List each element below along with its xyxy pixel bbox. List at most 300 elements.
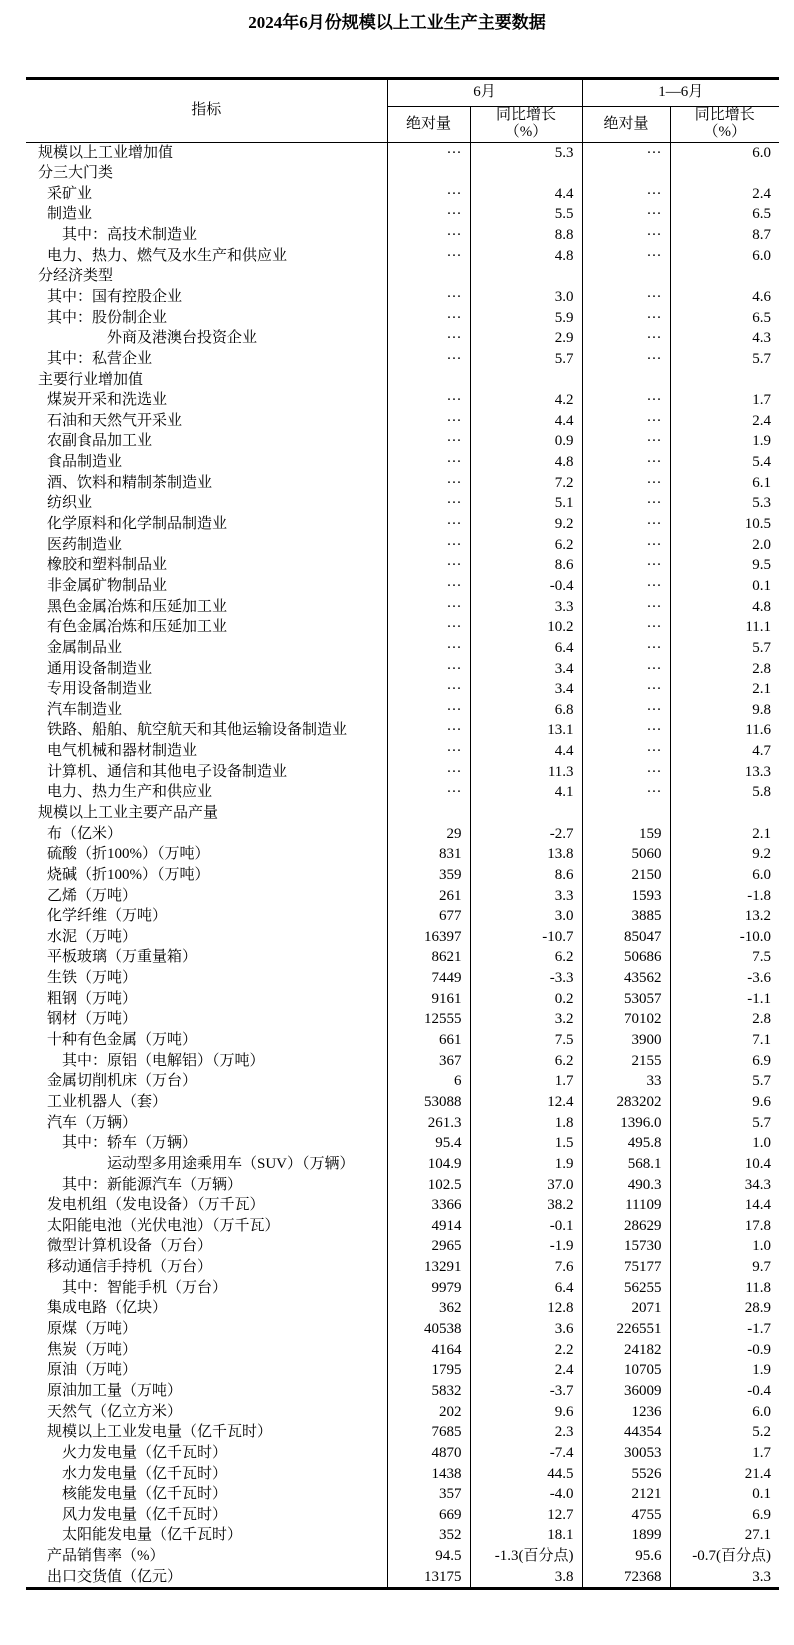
value-cell: 2.1 bbox=[670, 824, 779, 845]
value-cell: 12555 bbox=[387, 1009, 470, 1030]
value-cell: 3885 bbox=[582, 906, 670, 927]
value-cell bbox=[670, 803, 779, 824]
value-cell: 50686 bbox=[582, 947, 670, 968]
value-cell: 4164 bbox=[387, 1340, 470, 1361]
value-cell: 6.4 bbox=[470, 1278, 582, 1299]
value-cell: 2071 bbox=[582, 1298, 670, 1319]
value-cell: 43562 bbox=[582, 968, 670, 989]
value-cell: 831 bbox=[387, 844, 470, 865]
indicator-label: 铁路、船舶、航空航天和其他运输设备制造业 bbox=[47, 722, 348, 739]
indicator-label: 硫酸（折100%）（万吨） bbox=[47, 846, 210, 863]
table-row bbox=[26, 1546, 779, 1567]
table-row bbox=[26, 163, 779, 184]
indicator-label: 焦炭（万吨） bbox=[47, 1341, 138, 1358]
value-cell: 12.7 bbox=[470, 1505, 582, 1526]
value-cell: 104.9 bbox=[387, 1154, 470, 1175]
table-row bbox=[26, 390, 779, 411]
table-row bbox=[26, 1009, 779, 1030]
value-cell: 30053 bbox=[582, 1443, 670, 1464]
value-cell: 13.8 bbox=[470, 844, 582, 865]
value-cell: 0.1 bbox=[670, 1484, 779, 1505]
value-cell: ··· bbox=[582, 308, 670, 329]
value-cell: -3.3 bbox=[470, 968, 582, 989]
value-cell bbox=[387, 163, 470, 184]
value-cell: ··· bbox=[582, 473, 670, 494]
value-cell: 2.4 bbox=[470, 1360, 582, 1381]
table-row bbox=[26, 184, 779, 205]
indicator-label: 其中：原铝（电解铝）（万吨） bbox=[62, 1052, 265, 1069]
value-cell: 13291 bbox=[387, 1257, 470, 1278]
value-cell: 5.7 bbox=[670, 1113, 779, 1134]
value-cell: ··· bbox=[582, 555, 670, 576]
value-cell: 4.3 bbox=[670, 328, 779, 349]
value-cell: 44.5 bbox=[470, 1464, 582, 1485]
indicator-label: 天然气（亿立方米） bbox=[47, 1403, 183, 1420]
indicator-label: 其中：智能手机（万台） bbox=[62, 1279, 228, 1296]
value-cell: -0.9 bbox=[670, 1340, 779, 1361]
value-cell bbox=[582, 266, 670, 287]
value-cell: 490.3 bbox=[582, 1175, 670, 1196]
value-cell: 75177 bbox=[582, 1257, 670, 1278]
value-cell: 6.5 bbox=[670, 308, 779, 329]
table-row bbox=[26, 431, 779, 452]
value-cell: 53057 bbox=[582, 989, 670, 1010]
header-yoy-line1: 同比增长 bbox=[496, 107, 557, 123]
value-cell: ··· bbox=[582, 597, 670, 618]
value-cell: 6.9 bbox=[670, 1505, 779, 1526]
value-cell: 13.2 bbox=[670, 906, 779, 927]
header-june: 6月 bbox=[387, 79, 582, 107]
value-cell: -4.0 bbox=[470, 1484, 582, 1505]
value-cell: 226551 bbox=[582, 1319, 670, 1340]
value-cell: 4.4 bbox=[470, 411, 582, 432]
indicator-label: 十种有色金属（万吨） bbox=[47, 1032, 198, 1049]
header-yoy-line2: （%） bbox=[504, 124, 548, 141]
value-cell: 677 bbox=[387, 906, 470, 927]
value-cell: 8.6 bbox=[470, 555, 582, 576]
value-cell: 3.8 bbox=[470, 1567, 582, 1589]
value-cell: 13.1 bbox=[470, 720, 582, 741]
value-cell bbox=[670, 266, 779, 287]
indicator-label: 运动型多用途乘用车（SUV）（万辆） bbox=[107, 1155, 355, 1172]
value-cell: 3.0 bbox=[470, 287, 582, 308]
value-cell: 2150 bbox=[582, 865, 670, 886]
value-cell: 40538 bbox=[387, 1319, 470, 1340]
value-cell: 3.4 bbox=[470, 679, 582, 700]
indicator-label: 风力发电量（亿千瓦时） bbox=[62, 1506, 228, 1523]
value-cell: 5.7 bbox=[670, 1071, 779, 1092]
value-cell: 6.2 bbox=[470, 535, 582, 556]
table-row bbox=[26, 514, 779, 535]
table-row bbox=[26, 287, 779, 308]
value-cell: 8.7 bbox=[670, 225, 779, 246]
value-cell: 2.0 bbox=[670, 535, 779, 556]
value-cell: ··· bbox=[582, 204, 670, 225]
indicator-label: 其中：股份制企业 bbox=[47, 309, 168, 326]
indicator-label: 汽车制造业 bbox=[47, 701, 123, 718]
value-cell: 33 bbox=[582, 1071, 670, 1092]
value-cell: 36009 bbox=[582, 1381, 670, 1402]
value-cell: 2.9 bbox=[470, 328, 582, 349]
table-row bbox=[26, 1133, 779, 1154]
indicator-label: 规模以上工业主要产品产量 bbox=[38, 805, 219, 821]
value-cell: 15730 bbox=[582, 1236, 670, 1257]
header-jan-june: 1—6月 bbox=[582, 79, 779, 107]
value-cell: 6.2 bbox=[470, 947, 582, 968]
header-yoy-line1: 同比增长 bbox=[694, 107, 755, 123]
value-cell: 2.1 bbox=[670, 679, 779, 700]
value-cell: -2.7 bbox=[470, 824, 582, 845]
indicator-label: 产品销售率（%） bbox=[47, 1548, 165, 1565]
value-cell: 11109 bbox=[582, 1195, 670, 1216]
value-cell: 8621 bbox=[387, 947, 470, 968]
indicator-label: 太阳能电池（光伏电池）（万千瓦） bbox=[47, 1217, 280, 1234]
indicator-label: 烧碱（折100%）（万吨） bbox=[47, 866, 210, 883]
table-row bbox=[26, 473, 779, 494]
value-cell bbox=[582, 803, 670, 824]
value-cell: 12.8 bbox=[470, 1298, 582, 1319]
indicator-label: 通用设备制造业 bbox=[47, 660, 153, 677]
value-cell: ··· bbox=[387, 184, 470, 205]
value-cell: 2.2 bbox=[470, 1340, 582, 1361]
value-cell bbox=[387, 370, 470, 391]
value-cell: 6.9 bbox=[670, 1051, 779, 1072]
value-cell bbox=[582, 163, 670, 184]
value-cell: 2.4 bbox=[670, 184, 779, 205]
table-row bbox=[26, 659, 779, 680]
value-cell: 5.3 bbox=[670, 493, 779, 514]
indicator-label: 专用设备制造业 bbox=[47, 681, 153, 698]
header-janjune-absolute: 绝对量 bbox=[582, 107, 670, 143]
table-row bbox=[26, 1319, 779, 1340]
table-row bbox=[26, 266, 779, 287]
value-cell: ··· bbox=[582, 741, 670, 762]
value-cell: ··· bbox=[387, 782, 470, 803]
value-cell: 4.2 bbox=[470, 390, 582, 411]
value-cell: 4.4 bbox=[470, 741, 582, 762]
value-cell: 6.0 bbox=[670, 865, 779, 886]
value-cell: -3.6 bbox=[670, 968, 779, 989]
value-cell: 359 bbox=[387, 865, 470, 886]
indicator-label: 布（亿米） bbox=[47, 825, 123, 842]
value-cell: 1.9 bbox=[670, 431, 779, 452]
value-cell: 1.8 bbox=[470, 1113, 582, 1134]
value-cell: 4.7 bbox=[670, 741, 779, 762]
indicator-label: 平板玻璃（万重量箱） bbox=[47, 949, 198, 966]
indicator-label: 分经济类型 bbox=[38, 268, 114, 285]
indicator-label: 原煤（万吨） bbox=[47, 1321, 138, 1338]
value-cell: 6.0 bbox=[670, 1402, 779, 1423]
table-row bbox=[26, 1567, 779, 1589]
value-cell: -10.0 bbox=[670, 927, 779, 948]
value-cell: 28.9 bbox=[670, 1298, 779, 1319]
table-row bbox=[26, 762, 779, 783]
value-cell: 5.7 bbox=[470, 349, 582, 370]
table-row bbox=[26, 1278, 779, 1299]
value-cell: ··· bbox=[582, 514, 670, 535]
table-row bbox=[26, 865, 779, 886]
value-cell: ··· bbox=[582, 452, 670, 473]
value-cell: 11.8 bbox=[670, 1278, 779, 1299]
value-cell: 72368 bbox=[582, 1567, 670, 1589]
value-cell: 1795 bbox=[387, 1360, 470, 1381]
value-cell bbox=[470, 370, 582, 391]
table-row bbox=[26, 555, 779, 576]
indicator-label: 汽车（万辆） bbox=[47, 1114, 138, 1131]
value-cell: 357 bbox=[387, 1484, 470, 1505]
value-cell: 11.6 bbox=[670, 720, 779, 741]
value-cell: ··· bbox=[387, 597, 470, 618]
indicator-label: 核能发电量（亿千瓦时） bbox=[62, 1486, 228, 1503]
value-cell: 4914 bbox=[387, 1216, 470, 1237]
value-cell: 3.6 bbox=[470, 1319, 582, 1340]
table-row bbox=[26, 452, 779, 473]
value-cell: 6.0 bbox=[670, 142, 779, 163]
indicator-label: 移动通信手持机（万台） bbox=[47, 1259, 213, 1276]
indicator-label: 原油（万吨） bbox=[47, 1362, 138, 1379]
header-janjune-yoy bbox=[670, 107, 779, 143]
table-row bbox=[26, 968, 779, 989]
table-row bbox=[26, 142, 779, 163]
indicator-label: 计算机、通信和其他电子设备制造业 bbox=[47, 763, 288, 780]
table-row bbox=[26, 1360, 779, 1381]
value-cell: -1.1 bbox=[670, 989, 779, 1010]
indicator-label: 出口交货值（亿元） bbox=[47, 1568, 183, 1585]
value-cell: 56255 bbox=[582, 1278, 670, 1299]
table-row bbox=[26, 803, 779, 824]
value-cell: 9979 bbox=[387, 1278, 470, 1299]
value-cell: ··· bbox=[582, 411, 670, 432]
indicator-label: 微型计算机设备（万台） bbox=[47, 1238, 213, 1255]
value-cell: 27.1 bbox=[670, 1525, 779, 1546]
industrial-production-table bbox=[26, 77, 779, 1590]
table-row bbox=[26, 493, 779, 514]
value-cell: 6 bbox=[387, 1071, 470, 1092]
value-cell: ··· bbox=[582, 431, 670, 452]
table-row bbox=[26, 204, 779, 225]
indicator-label: 医药制造业 bbox=[47, 536, 123, 553]
value-cell: -1.3(百分点) bbox=[470, 1546, 582, 1567]
table-row bbox=[26, 1195, 779, 1216]
table-row bbox=[26, 989, 779, 1010]
value-cell: ··· bbox=[387, 287, 470, 308]
value-cell: 9.6 bbox=[470, 1402, 582, 1423]
table-row bbox=[26, 1525, 779, 1546]
indicator-label: 化学纤维（万吨） bbox=[47, 908, 168, 925]
indicator-label: 水泥（万吨） bbox=[47, 928, 138, 945]
value-cell: 7.5 bbox=[470, 1030, 582, 1051]
value-cell: 6.4 bbox=[470, 638, 582, 659]
indicator-label: 发电机组（发电设备）（万千瓦） bbox=[47, 1197, 265, 1214]
indicator-label: 橡胶和塑料制品业 bbox=[47, 557, 168, 574]
value-cell: ··· bbox=[582, 720, 670, 741]
indicator-label: 太阳能发电量（亿千瓦时） bbox=[62, 1527, 243, 1544]
value-cell bbox=[387, 266, 470, 287]
page-title: 2024年6月份规模以上工业生产主要数据 bbox=[248, 13, 546, 32]
table-row bbox=[26, 617, 779, 638]
table-row bbox=[26, 1113, 779, 1134]
value-cell bbox=[387, 803, 470, 824]
indicator-label: 食品制造业 bbox=[47, 454, 123, 471]
value-cell: 1.9 bbox=[470, 1154, 582, 1175]
value-cell: -0.1 bbox=[470, 1216, 582, 1237]
value-cell: 9.6 bbox=[670, 1092, 779, 1113]
value-cell bbox=[670, 370, 779, 391]
value-cell: 2121 bbox=[582, 1484, 670, 1505]
value-cell: 3.3 bbox=[470, 886, 582, 907]
indicator-label: 酒、饮料和精制茶制造业 bbox=[47, 474, 213, 491]
value-cell: ··· bbox=[582, 700, 670, 721]
value-cell bbox=[470, 266, 582, 287]
table-row bbox=[26, 597, 779, 618]
table-row bbox=[26, 349, 779, 370]
header-yoy-line2: （%） bbox=[703, 124, 747, 141]
value-cell: ··· bbox=[582, 493, 670, 514]
table-body bbox=[26, 142, 779, 1589]
value-cell: 6.8 bbox=[470, 700, 582, 721]
value-cell: 102.5 bbox=[387, 1175, 470, 1196]
value-cell: 4.4 bbox=[470, 184, 582, 205]
value-cell: 16397 bbox=[387, 927, 470, 948]
value-cell: 10.5 bbox=[670, 514, 779, 535]
value-cell: 5.3 bbox=[470, 142, 582, 163]
value-cell: 1593 bbox=[582, 886, 670, 907]
indicator-label: 电力、热力、燃气及水生产和供应业 bbox=[47, 247, 288, 264]
value-cell: 8.8 bbox=[470, 225, 582, 246]
value-cell: 1.0 bbox=[670, 1236, 779, 1257]
value-cell: 1.7 bbox=[670, 1443, 779, 1464]
indicator-label: 分三大门类 bbox=[38, 165, 114, 182]
indicator-label: 原油加工量（万吨） bbox=[47, 1382, 183, 1399]
table-row bbox=[26, 844, 779, 865]
table-row bbox=[26, 535, 779, 556]
indicator-label: 电气机械和器材制造业 bbox=[47, 743, 198, 760]
value-cell: ··· bbox=[387, 679, 470, 700]
value-cell: 3.2 bbox=[470, 1009, 582, 1030]
table-row bbox=[26, 1443, 779, 1464]
value-cell: 7685 bbox=[387, 1422, 470, 1443]
value-cell: 7.5 bbox=[670, 947, 779, 968]
table-row bbox=[26, 1154, 779, 1175]
value-cell: 661 bbox=[387, 1030, 470, 1051]
value-cell: 10.4 bbox=[670, 1154, 779, 1175]
value-cell: 10.2 bbox=[470, 617, 582, 638]
value-cell: ··· bbox=[582, 184, 670, 205]
table-row bbox=[26, 1257, 779, 1278]
value-cell: 3.3 bbox=[670, 1567, 779, 1589]
value-cell: ··· bbox=[582, 142, 670, 163]
value-cell: ··· bbox=[387, 576, 470, 597]
value-cell bbox=[470, 163, 582, 184]
value-cell: ··· bbox=[582, 659, 670, 680]
value-cell: ··· bbox=[582, 638, 670, 659]
value-cell: ··· bbox=[387, 390, 470, 411]
table-row bbox=[26, 679, 779, 700]
indicator-label: 金属切削机床（万台） bbox=[47, 1073, 198, 1090]
value-cell: 9.8 bbox=[670, 700, 779, 721]
value-cell: ··· bbox=[387, 720, 470, 741]
value-cell: ··· bbox=[387, 225, 470, 246]
indicator-label: 规模以上工业增加值 bbox=[38, 144, 174, 161]
value-cell: 24182 bbox=[582, 1340, 670, 1361]
value-cell: 21.4 bbox=[670, 1464, 779, 1485]
value-cell: 38.2 bbox=[470, 1195, 582, 1216]
value-cell: ··· bbox=[387, 762, 470, 783]
table-row bbox=[26, 886, 779, 907]
value-cell: 11.3 bbox=[470, 762, 582, 783]
table-row bbox=[26, 1092, 779, 1113]
value-cell: -7.4 bbox=[470, 1443, 582, 1464]
value-cell: 2.8 bbox=[670, 659, 779, 680]
value-cell: 495.8 bbox=[582, 1133, 670, 1154]
value-cell: 669 bbox=[387, 1505, 470, 1526]
value-cell: 4755 bbox=[582, 1505, 670, 1526]
value-cell: ··· bbox=[387, 555, 470, 576]
value-cell: ··· bbox=[582, 390, 670, 411]
table-row bbox=[26, 1340, 779, 1361]
value-cell: 11.1 bbox=[670, 617, 779, 638]
indicator-label: 金属制品业 bbox=[47, 639, 123, 656]
table-header bbox=[26, 79, 779, 143]
value-cell: 2965 bbox=[387, 1236, 470, 1257]
value-cell: ··· bbox=[582, 328, 670, 349]
table-row bbox=[26, 1464, 779, 1485]
value-cell bbox=[670, 163, 779, 184]
value-cell: ··· bbox=[387, 452, 470, 473]
indicator-label: 工业机器人（套） bbox=[47, 1093, 168, 1110]
value-cell: 1396.0 bbox=[582, 1113, 670, 1134]
value-cell: 14.4 bbox=[670, 1195, 779, 1216]
value-cell bbox=[582, 370, 670, 391]
value-cell: 29 bbox=[387, 824, 470, 845]
table-row bbox=[26, 741, 779, 762]
value-cell: ··· bbox=[387, 411, 470, 432]
indicator-label: 集成电路（亿块） bbox=[47, 1300, 168, 1317]
value-cell: 3900 bbox=[582, 1030, 670, 1051]
value-cell: 5.9 bbox=[470, 308, 582, 329]
value-cell: 94.5 bbox=[387, 1546, 470, 1567]
value-cell: ··· bbox=[387, 700, 470, 721]
value-cell: ··· bbox=[387, 493, 470, 514]
value-cell: 4.8 bbox=[470, 452, 582, 473]
table-row bbox=[26, 411, 779, 432]
indicator-label: 其中：轿车（万辆） bbox=[62, 1135, 198, 1152]
value-cell: 13.3 bbox=[670, 762, 779, 783]
indicator-label: 外商及港澳台投资企业 bbox=[107, 330, 258, 347]
value-cell: ··· bbox=[582, 617, 670, 638]
table-row bbox=[26, 1484, 779, 1505]
value-cell: 5832 bbox=[387, 1381, 470, 1402]
table-row bbox=[26, 1402, 779, 1423]
value-cell: 5526 bbox=[582, 1464, 670, 1485]
value-cell: ··· bbox=[387, 431, 470, 452]
table-row bbox=[26, 328, 779, 349]
indicator-label: 火力发电量（亿千瓦时） bbox=[62, 1444, 228, 1461]
indicator-label: 纺织业 bbox=[47, 495, 93, 512]
table-row bbox=[26, 1236, 779, 1257]
table-row bbox=[26, 1298, 779, 1319]
value-cell: 6.2 bbox=[470, 1051, 582, 1072]
value-cell: 5.1 bbox=[470, 493, 582, 514]
value-cell: 1.5 bbox=[470, 1133, 582, 1154]
table-row bbox=[26, 824, 779, 845]
table-row bbox=[26, 638, 779, 659]
value-cell: 6.5 bbox=[670, 204, 779, 225]
table-row bbox=[26, 246, 779, 267]
value-cell: 7.2 bbox=[470, 473, 582, 494]
table-row bbox=[26, 370, 779, 391]
value-cell: 28629 bbox=[582, 1216, 670, 1237]
